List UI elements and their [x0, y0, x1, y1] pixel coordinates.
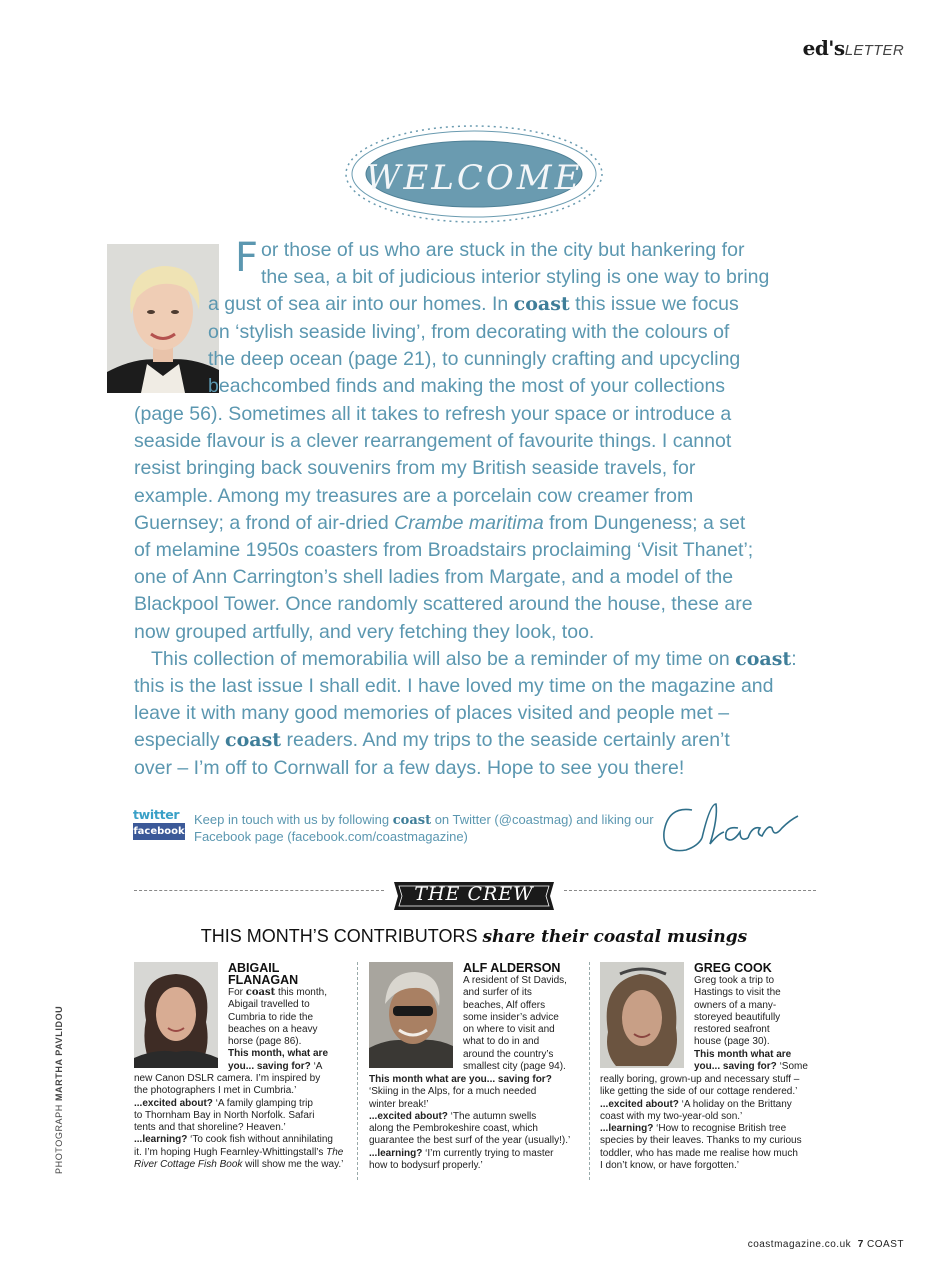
welcome-title: WELCOME	[365, 158, 583, 198]
social-follow-text: Keep in touch with us by following coast on Twitter (@coastmag) and liking our Facebook page (facebook.com/coastmagazine)	[194, 812, 654, 844]
letter-line: one of Ann Carrington’s shell ladies from Margate, and a model of the	[134, 566, 734, 589]
page-number: 7	[857, 1239, 864, 1250]
letter-body	[134, 401, 797, 782]
letter-line: over – I’m off to Cornwall for a few days. Hope to see you there!	[134, 756, 685, 779]
section-header	[803, 36, 904, 60]
contributor-photo-alf	[369, 962, 453, 1068]
facebook-logo[interactable]: facebook	[133, 823, 185, 840]
contributors-heading: THIS MONTH’S CONTRIBUTORS share their coastal musings	[200, 926, 748, 947]
letter-line: of melamine 1950s coasters from Broadstairs proclaiming ‘Visit Thanet’;	[134, 539, 754, 562]
divider-left	[134, 890, 384, 891]
column-rule	[589, 962, 590, 1180]
letter-line: example. Among my treasures are a porcelain cow creamer from	[134, 484, 694, 507]
letter-line: this is the last issue I shall edit. I have loved my time on the magazine and	[134, 675, 774, 698]
footer-magazine: COAST	[867, 1239, 904, 1250]
drop-cap: F	[235, 235, 259, 281]
contributor-name-abigail: ABIGAIL FLANAGAN	[228, 961, 299, 987]
letter-line: now grouped artfully, and very fetching they look, too.	[134, 620, 595, 643]
letter-line: a gust of sea air into our homes. In coast this issue we focus	[208, 293, 739, 316]
photo-credit: PHOTOGRAPH MARTHA PAVLIDOU	[54, 1005, 64, 1174]
twitter-logo[interactable]: twitter	[133, 807, 180, 822]
section-header-eds: ed's	[802, 36, 845, 60]
editor-photo	[107, 244, 219, 393]
contributor-photo-greg	[600, 962, 684, 1068]
letter-line: seaside flavour is a clever rearrangement of favourite things. I cannot	[134, 430, 732, 453]
letter-intro	[208, 235, 770, 400]
editor-signature	[658, 798, 808, 860]
contributor-name-greg: GREG COOK	[694, 961, 772, 975]
letter-line: leave it with many good memories of places visited and people met –	[134, 702, 730, 725]
letter-line: on ‘stylish seaside living’, from decorating with the colours of	[208, 320, 730, 343]
page-footer	[748, 1239, 904, 1250]
contributor-answers-greg: really boring, grown-up and necessary stuff – like getting the side of our cottage rendered.’ ...excited about? ‘A holiday on the Brittany coast with my two-year-old son.’ ...learning? ‘How to recognise British tree species by their leaves. Thanks to my curious toddler, who has made me realise how much I don’t know, or have forgotten.’	[600, 1074, 802, 1172]
footer-site: coastmagazine.co.uk	[747, 1239, 852, 1250]
letter-line: (page 56). Sometimes all it takes to refresh your space or introduce a	[134, 403, 732, 425]
section-header-letter: LETTER	[844, 42, 904, 59]
letter-line: This collection of memorabilia will also be a reminder of my time on coast:	[151, 647, 797, 670]
letter-line: resist bringing back souvenirs from my British seaside travels, for	[134, 457, 696, 480]
contributor-bio-abigail: For coast this month, Abigail travelled to Cumbria to ride the beaches on a heavy horse (page 86). This month, what are you... saving for? ‘A	[228, 987, 329, 1072]
contributor-name-alf: ALF ALDERSON	[463, 961, 561, 975]
crew-title: THE CREW	[414, 883, 534, 905]
letter-line: especially coast readers. And my trips to the seaside certainly aren’t	[134, 729, 730, 752]
contributor-bio-greg: Greg took a trip to Hastings to visit the owners of a many- storeyed beautifully restored seafront house (page 30). This month what are you... saving for? ‘Some	[694, 975, 808, 1073]
contributor-bio-alf: A resident of St Davids, and surfer of its beaches, Alf offers some insider’s advice on where to visit and what to do in and around the country’s smallest city (page 94).	[463, 975, 567, 1073]
letter-line: Blackpool Tower. Once randomly scattered around the house, these are	[134, 593, 753, 616]
contributor-answers-alf: This month what are you... saving for? ‘Skiing in the Alps, for a much needed winter break!’ ...excited about? ‘The autumn swells along the Pembrokeshire coast, which guarantee the best surf of the year (usually!).’ ...learning? ‘I’m currently trying to master how to bodysurf properly.’	[369, 1074, 571, 1172]
letter-line: beachcombed finds and making the most of your collections	[208, 375, 726, 398]
contributor-answers-abigail: new Canon DSLR camera. I’m inspired by the photographers I met in Cumbria.’ ...excited about? ‘A family glamping trip to Thornham Bay in North Norfolk. Safari tents and that shoreline? Heaven.’ ...learning? ‘To cook fish without annihilating it. I’m hoping Hugh Fearnley-Whittingstall’s The River Cottage Fish Book will show me the way.’	[134, 1073, 344, 1171]
column-rule	[357, 962, 358, 1180]
letter-line: the sea, a bit of judicious interior styling is one way to bring	[261, 266, 770, 289]
letter-line: the deep ocean (page 21), to cunningly crafting and upcycling	[208, 347, 741, 370]
divider-right	[564, 890, 816, 891]
letter-line: Guernsey; a frond of air-dried Crambe maritima from Dungeness; a set	[134, 511, 746, 534]
letter-line: or those of us who are stuck in the city but hankering for	[261, 239, 745, 261]
contributor-photo-abigail	[134, 962, 218, 1068]
